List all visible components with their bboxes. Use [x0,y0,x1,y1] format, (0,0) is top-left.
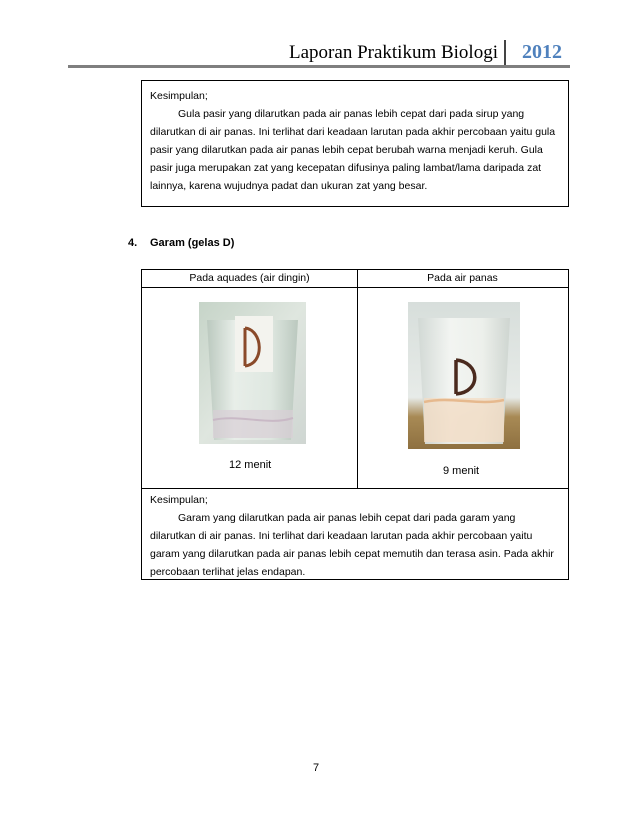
column-header-hot: Pada air panas [427,272,498,284]
table-header-rule [142,287,568,288]
time-hot: 9 menit [443,465,480,477]
conclusion-box-sugar [141,80,569,207]
table-column-divider [357,270,358,488]
page-number: 7 [313,762,320,774]
conclusion-text: Garam yang dilarutkan pada air panas lebih cepat dari pada garam yang dilarutkan di air panas. Ini terlihat dari keadaan larutan pada akhir percobaan yaitu garam yang dilarutkan pada air panas lebih cepat memutih dan terasa asin. Pada akhir percobaan terlihat jelas endapan. [150,512,554,578]
column-header-cold: Pada aquades (air dingin) [189,272,310,284]
section-title: Garam (gelas D) [150,237,235,249]
photo-glass-cold-water [199,302,306,444]
section-number: 4. [128,237,138,249]
section-heading [128,237,234,249]
header-title: Laporan Praktikum Biologi [289,42,498,63]
conclusion-label: Kesimpulan; [150,494,208,506]
header-divider [504,40,506,66]
header-year: 2012 [522,41,562,63]
page-header [68,40,570,68]
time-cold: 12 menit [229,459,272,471]
observation-table [141,269,569,580]
photo-glass-hot-water [408,302,520,449]
conclusion-box-salt [142,489,568,583]
conclusion-text: Gula pasir yang dilarutkan pada air panas lebih cepat dari pada sirup yang dilarutkan di air panas. Ini terlihat dari keadaan larutan pada akhir percobaan yaitu gula pasir yang dilarutkan pada air panas lebih cepat berubah warna menjadi keruh. Gula pasir juga merupakan zat yang kecepatan difusinya paling lambat/lama daripada zat lainnya, karena wujudnya padat dan ukuran zat yang besar. [150,108,559,192]
header-rule [68,65,570,68]
conclusion-label: Kesimpulan; [150,90,208,102]
